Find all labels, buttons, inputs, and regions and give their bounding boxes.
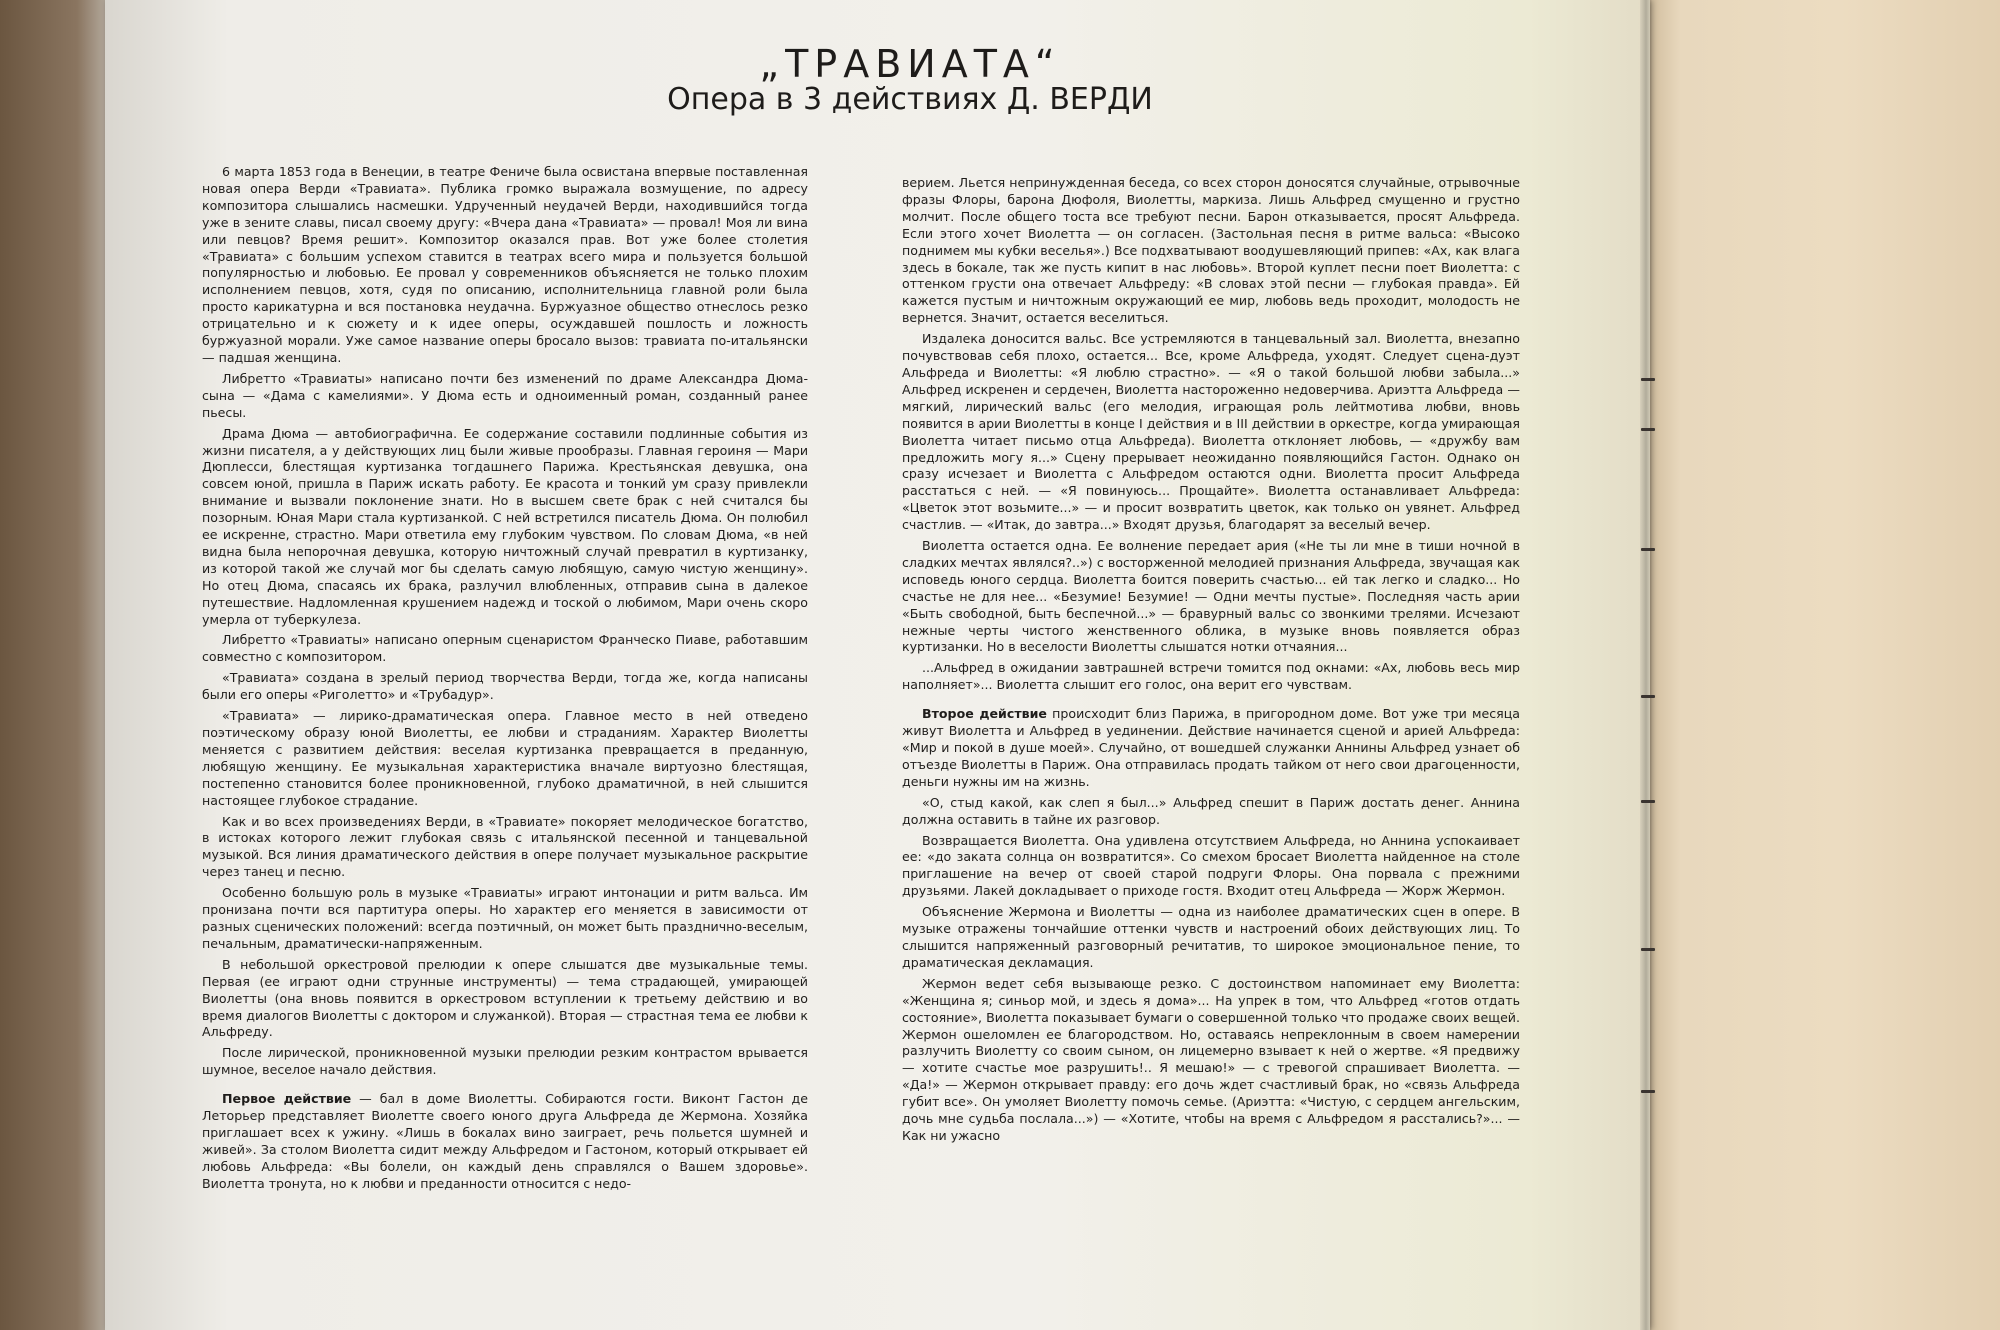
act-text: — бал в доме Виолетты. Собираются гости. Виконт Гастон де Леторьер представляет Виолетте своего юного друга Альфреда де Жермона. Хозяйка приглашает всех к ужину. «Лишь в бокалах вино заиграет, речь польется шумней и живей». За столом Виолетта сидит между Альфредом и Гастоном, который открывает ей любовь Альфреда: «Вы болели, он каждый день справлялся о Вашем здоровье». Виолетта тронута, но к любви и преданности относится с недо- (202, 1091, 808, 1191)
paragraph: Драма Дюма — автобиографична. Ее содержание составили подлинные события из жизни писателя, а у действующих лиц были живые прообразы. Главная героиня — Мари Дюплесси, блестящая куртизанка тогдашнего Парижа. Крестьянская девушка, она совсем юной, пришла в Париж искать работу. Ее красота и тонкий ум сразу привлекли внимание и вызвали поклонение знати. Но в высшем свете брак с ней считался бы позорным. Юная Мари стала куртизанкой. С ней встретился писатель Дюма. Он полюбил ее искренне, страстно. Мари ответила ему глубоким чувством. По словам Дюма, «в ней видна была непорочная девушка, которую ничтожный случай превратил в куртизанку, из которой такой же случай мог бы сделать самую любящую, самую чистую женщину». Но отец Дюма, спасаясь их брака, разлучил влюбленных, отправив сына в далекое путешествие. Надломленная крушением надежд и тоской о любимом, Мари очень скоро умерла от туберкулеза. (202, 425, 808, 627)
act-two-paragraph (902, 706, 1520, 791)
binding-stitch (1641, 378, 1655, 381)
folded-cover-flap (1645, 0, 2000, 1330)
paragraph: Издалека доносится вальс. Все устремляются в танцевальный зал. Виолетта, внезапно почувствовав себя плохо, остается... Все, кроме Альфреда, уходят. Следует сцена-дуэт Альфреда и Виолетты: «Я люблю страстно». — «Я о такой большой любви забыла...» Альфред искренен и сердечен, Виолетта настороженно недоверчива. Ариэтта Альфреда — мягкий, лирический вальс (его мелодия, играющая роль лейтмотива любви, вновь появится в арии Виолетты в конце I действия и в III действии в оркестре, когда умирающая Виолетта читает письмо отца Альфреда). Виолетта отклоняет любовь, — «дружбу вам предложить могу я...» Сцену прерывает неожиданно появляющийся Гастон. Однако он сразу исчезает и Виолетта с Альфредом остаются одни. Виолетта просит Альфреда расстаться с ней. — «Я повинуюсь... Прощайте». Виолетта останавливает Альфреда: «Цветок этот возьмите...» — и просит возвратить цветок, как только он увянет. Альфред счастлив. — «Итак, до завтра...» Входят друзья, благодарят за веселый вечер. (902, 331, 1520, 533)
binding-stitch (1641, 800, 1655, 803)
paragraph: Виолетта остается одна. Ее волнение передает ария («Не ты ли мне в тиши ночной в сладких мечтах являлся?..») с восторженной мелодией признания Альфреда, звучащая как исповедь юного сердца. Виолетта боится поверить счастью... ей так легко и сладко... Но счастье не для нее... «Безумие! Безумие! — Одни мечты пустые». Последняя часть арии «Быть свободной, быть беспечной...» — бравурный вальс со звонкими трелями. Исчезают нежные черты чистого женственного облика, в музыке вновь появляется образ куртизанки. Но в веселости Виолетты слышатся нотки отчаяния... (902, 538, 1520, 655)
paragraph: Либретто «Травиаты» написано оперным сценаристом Франческо Пиаве, работавшим совместно с композитором. (202, 632, 808, 665)
paragraph: верием. Льется непринужденная беседа, со всех сторон доносятся случайные, отрывочные фразы Флоры, барона Дюфоля, Виолетты, маркиза. Лишь Альфред смущенно и грустно молчит. После общего тоста все требуют песни. Барон отказывается, просят Альфреда. Если этого хочет Виолетта — он согласен. (Застольная песня в ритме вальса: «Высоко поднимем мы кубки веселья».) Все подхватывают воодушевляющий припев: «Ах, как влага здесь в бокале, так же пусть кипит в нас любовь». Второй куплет песни поет Виолетта: с оттенком грусти она отвечает Альфреду: «В словах этой песни — глубокая правда». Ей кажется пустым и ничтожным окружающий ее мир, любовь ведь проходит, молодость не вернется. Значит, остается веселиться. (902, 175, 1520, 326)
page-fold-crease (1640, 0, 1652, 1330)
left-text-column (202, 164, 808, 1197)
paragraph: Либретто «Травиаты» написано почти без изменений по драме Александра Дюма-сына — «Дама с камелиями». У Дюма есть и одноименный роман, созданный ранее пьесы. (202, 370, 808, 420)
paragraph: В небольшой оркестровой прелюдии к опере слышатся две музыкальные темы. Первая (ее играют одни струнные инструменты) — тема страдающей, умирающей Виолетты (она вновь появится в оркестровом вступлении к третьему действию и во время диалогов Виолетты с доктором и служанкой). Вторая — страстная тема ее любви к Альфреду. (202, 956, 808, 1040)
paragraph: ...Альфред в ожидании завтрашней встречи томится под окнами: «Ах, любовь весь мир наполняет»... Виолетта слышит его голос, она верит его чувствам. (902, 660, 1520, 693)
binding-stitch (1641, 948, 1655, 951)
document-title: „ТРАВИАТА“ (759, 42, 1061, 86)
act-heading: Первое действие (222, 1091, 352, 1107)
paragraph: После лирической, проникновенной музыки прелюдии резким контрастом врывается шумное, веселое начало действия. (202, 1045, 808, 1078)
paragraph: 6 марта 1853 года в Венеции, в театре Фениче была освистана впервые поставленная новая опера Верди «Травиата». Публика громко выражала возмущение, по адресу композитора слышались насмешки. Удрученный неудачей Верди, находившийся тогда уже в зените славы, писал своему другу: «Вчера дана «Травиата» — провал! Моя ли вина или певцов? Время решит». Композитор оказался прав. Вот уже более столетия «Травиата» с большим успехом ставится в театрах всего мира и пользуется большой популярностью и любовью. Ее провал у современников объясняется не только плохим исполнением певцов, хотя, судя по описанию, исполнительница главной роли была просто карикатурна и вся постановка неудачна. Буржуазное общество отнеслось резко отрицательно и к сюжету и к идее оперы, осуждавшей пошлость и ложность буржуазной морали. Уже самое название оперы бросало вызов: травиата по-итальянски — падшая женщина. (202, 164, 808, 365)
binding-stitch (1641, 428, 1655, 431)
document-subtitle: Опера в 3 действиях Д. ВЕРДИ (667, 82, 1153, 117)
binding-stitch (1641, 1090, 1655, 1093)
paragraph: Как и во всех произведениях Верди, в «Травиате» покоряет мелодическое богатство, в истоках которого лежит глубокая связь с итальянской песенной и танцевальной музыкой. Вся линия драматического действия в опере получает музыкальное раскрытие через танец и песню. (202, 813, 808, 880)
binding-stitch (1641, 695, 1655, 698)
paragraph: Жермон ведет себя вызывающе резко. С достоинством напоминает ему Виолетта: «Женщина я; синьор мой, и здесь я дома»... На упрек в том, что Альфред «готов отдать состояние», Виолетта показывает бумаги о совершенной только что продаже своих вещей. Жермон ошеломлен ее благородством. Но, оставаясь непреклонным в своем намерении разлучить Виолетту со своим сыном, он лицемерно взывает к ней о жертве. «Я предвижу — хотите счастье мое разрушить!.. Я мешаю!» — с тревогой спрашивает Виолетта. — «Да!» — Жермон открывает правду: его дочь ждет счастливый брак, но «связь Альфреда губит все». Он умоляет Виолетту помочь семье. (Ариэтта: «Чистую, с сердцем ангельским, дочь мне судьба послала...») — «Хотите, чтобы на время с Альфредом я расстались?»... — Как ни ужасно (902, 975, 1520, 1143)
paragraph: «О, стыд какой, как слеп я был...» Альфред спешит в Париж достать денег. Аннина должна оставить в тайне их разговор. (902, 794, 1520, 827)
paragraph: Объяснение Жермона и Виолетты — одна из наиболее драматических сцен в опере. В музыке отражены тончайшие оттенки чувств и настроений обоих действующих лиц. То слышится напряженный разговорный речитатив, то широкое эмоциональное пение, то драматическая декламация. (902, 904, 1520, 970)
act-text: происходит близ Парижа, в пригородном доме. Вот уже три месяца живут Виолетта и Альфред в уединении. Действие начинается сценой и арией Альфреда: «Мир и покой в душе моей». Случайно, от вошедшей служанки Аннины Альфред узнает об отъезде Виолетты в Париж. Она отправилась продать тайком от него свои драгоценности, деньги нужны им на жизнь. (902, 706, 1520, 789)
left-page-edge (0, 0, 110, 1330)
paragraph: Возвращается Виолетта. Она удивлена отсутствием Альфреда, но Аннина успокаивает ее: «до заката солнца он возвратится». Со смехом бросает Виолетта найденное на столе приглашение на вечер от своей старой подруги Флоры. Она порвала с прежними друзьями. Лакей докладывает о приходе гостя. Входит отец Альфреда — Жорж Жермон. (902, 832, 1520, 899)
paragraph: Особенно большую роль в музыке «Травиаты» играют интонации и ритм вальса. Им пронизана почти вся партитура оперы. Но характер его меняется в зависимости от разных сценических положений: всегда поэтичный, он может быть празднично-веселым, печальным, драматически-напряженным. (202, 885, 808, 951)
binding-stitch (1641, 548, 1655, 551)
paragraph: «Травиата» — лирико-драматическая опера. Главное место в ней отведено поэтическому образу юной Виолетты, ее любви и страданиям. Характер Виолетты меняется с развитием действия: веселая куртизанка превращается в преданную, любящую женщину. Ее музыкальная характеристика вначале виртуозно блестящая, постепенно становится более проникновенной, глубоко драматичной, в ней слышится настоящее глубокое страдание. (202, 708, 808, 808)
right-text-column (902, 175, 1520, 1149)
act-heading: Второе действие (922, 706, 1047, 722)
act-one-paragraph (202, 1091, 808, 1192)
paragraph: «Травиата» создана в зрелый период творчества Верди, тогда же, когда написаны были его оперы «Риголетто» и «Трубадур». (202, 670, 808, 703)
